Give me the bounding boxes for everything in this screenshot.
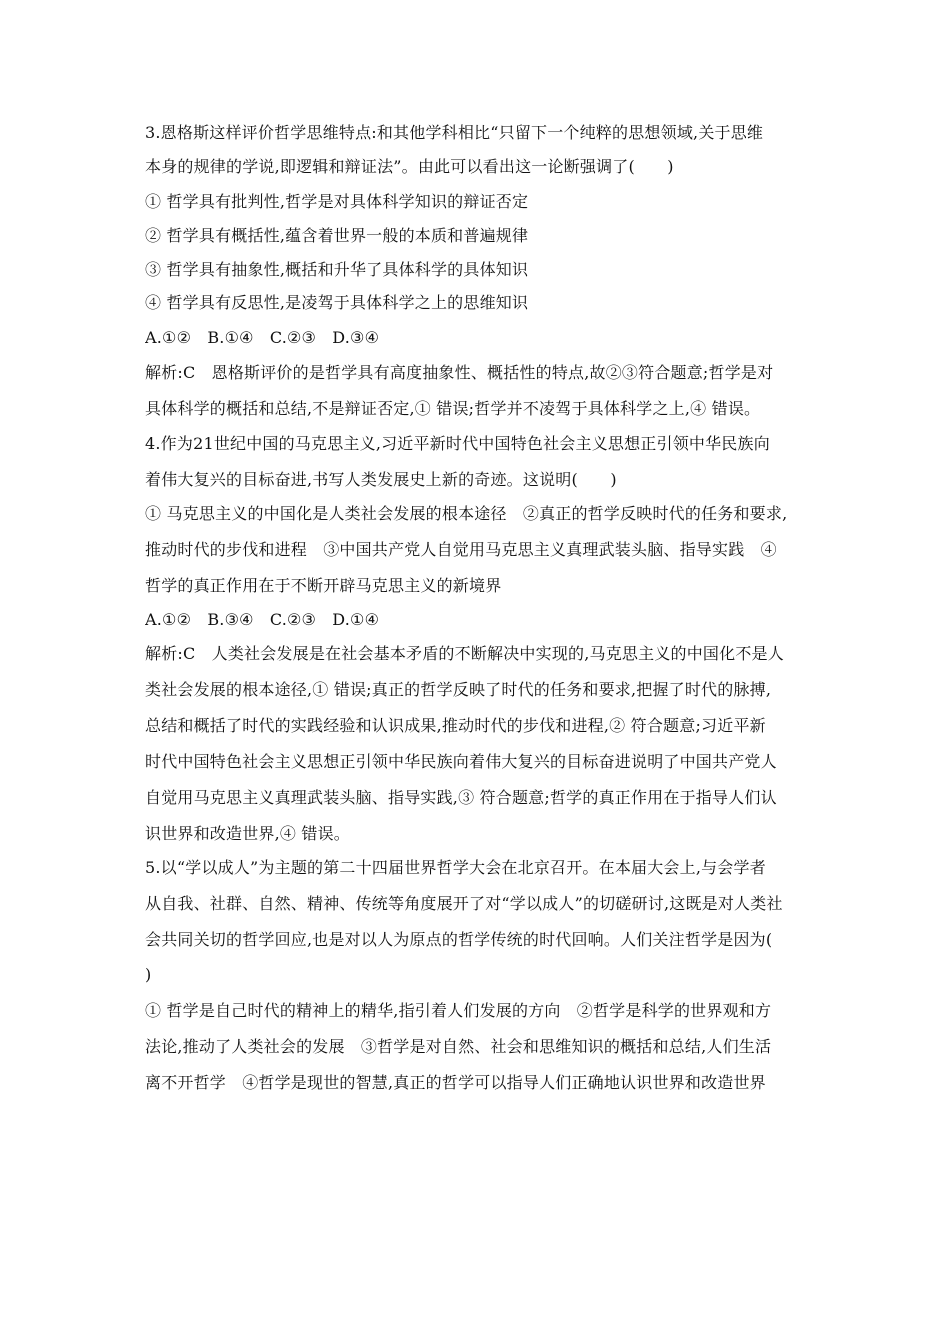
question-5-stem-line-4: ) (145, 965, 152, 984)
question-5-options-line-2: 法论,推动了人类社会的发展 ③哲学是对自然、社会和思维知识的概括和总结,人们生活 (145, 1037, 772, 1056)
question-5-stem-line-3: 会共同关切的哲学回应,也是对以人为原点的哲学传统的时代回响。人们关注哲学是因为( (145, 930, 773, 949)
question-4-stem-line-2: 着伟大复兴的目标奋进,书写人类发展史上新的奇迹。这说明( ) (145, 470, 617, 489)
question-3-option-4: ④ 哲学具有反思性,是凌驾于具体科学之上的思维知识 (145, 293, 529, 312)
question-4-analysis-line-4: 时代中国特色社会主义思想正引领中华民族向着伟大复兴的目标奋进说明了中国共产党人 (145, 752, 777, 771)
question-4-options-line-2: 推动时代的步伐和进程 ③中国共产党人自觉用马克思主义真理武装头脑、指导实践 ④ (145, 540, 777, 559)
question-3-stem-line-1: 3.恩格斯这样评价哲学思维特点:和其他学科相比“只留下一个纯粹的思想领域,关于思维 (145, 123, 764, 142)
question-4-analysis-line-3: 总结和概括了时代的实践经验和认识成果,推动时代的步伐和进程,② 符合题意;习近平新 (145, 716, 766, 735)
question-4-options-line-1: ① 马克思主义的中国化是人类社会发展的根本途径 ②真正的哲学反映时代的任务和要求, (145, 504, 788, 523)
question-3-option-1: ① 哲学具有批判性,哲学是对具体科学知识的辩证否定 (145, 192, 529, 211)
question-3-analysis-line-1: 解析:C 恩格斯评价的是哲学具有高度抽象性、概括性的特点,故②③符合题意;哲学是对 (145, 363, 774, 382)
question-4-choices: A.①② B.③④ C.②③ D.①④ (145, 610, 380, 629)
question-4-stem-line-1: 4.作为21世纪中国的马克思主义,习近平新时代中国特色社会主义思想正引领中华民族向 (145, 434, 770, 453)
question-4-options-line-3: 哲学的真正作用在于不断开辟马克思主义的新境界 (145, 576, 502, 595)
question-3-analysis-line-2: 具体科学的概括和总结,不是辩证否定,① 错误;哲学并不凌驾于具体科学之上,④ 错误。 (145, 399, 761, 418)
question-4-analysis-line-2: 类社会发展的根本途径,① 错误;真正的哲学反映了时代的任务和要求,把握了时代的脉搏, (145, 680, 772, 699)
question-4-analysis-line-6: 识世界和改造世界,④ 错误。 (145, 824, 350, 843)
question-5-options-line-3: 离不开哲学 ④哲学是现世的智慧,真正的哲学可以指导人们正确地认识世界和改造世界 (145, 1073, 766, 1092)
question-3-option-2: ② 哲学具有概括性,蕴含着世界一般的本质和普遍规律 (145, 226, 529, 245)
question-4-analysis-line-5: 自觉用马克思主义真理武装头脑、指导实践,③ 符合题意;哲学的真正作用在于指导人们认 (145, 788, 777, 807)
question-5-stem-line-1: 5.以“学以成人”为主题的第二十四届世界哲学大会在北京召开。在本届大会上,与会学者 (145, 858, 766, 877)
question-3-option-3: ③ 哲学具有抽象性,概括和升华了具体科学的具体知识 (145, 260, 529, 279)
question-4-analysis-line-1: 解析:C 人类社会发展是在社会基本矛盾的不断解决中实现的,马克思主义的中国化不是人 (145, 644, 784, 663)
question-5-stem-line-2: 从自我、社群、自然、精神、传统等角度展开了对“学以成人”的切磋研讨,这既是对人类社 (145, 894, 783, 913)
document-body (145, 122, 810, 1094)
question-5-options-line-1: ① 哲学是自己时代的精神上的精华,指引着人们发展的方向 ②哲学是科学的世界观和方 (145, 1001, 772, 1020)
question-3-stem-line-2: 本身的规律的学说,即逻辑和辩证法”。由此可以看出这一论断强调了( ) (145, 157, 674, 176)
question-3-choices: A.①② B.①④ C.②③ D.③④ (145, 328, 380, 347)
